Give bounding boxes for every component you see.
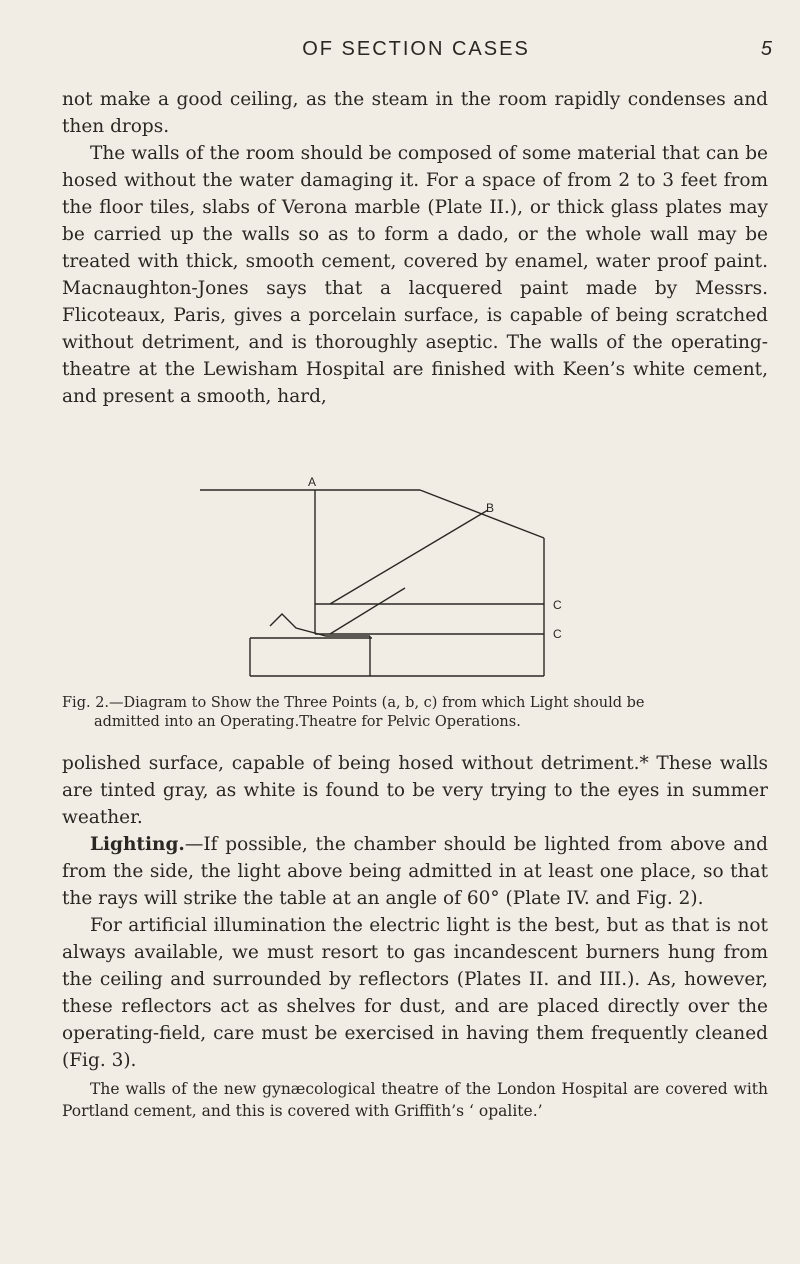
paragraph-artificial: For artificial illumination the electric light is the best, but as that is not always available, we must resort to gas incandescent burners hung from the ceiling and surrounded by reflectors (Plates II. and III.). As, however, these reflectors act as shelves for dust, and are placed directly over the operating-field, care must be exercised in having them frequently cleaned (Fig. 3). — [62, 915, 768, 1071]
body-text-bottom — [62, 750, 768, 1122]
footnote: The walls of the new gynæcological theatre of the London Hospital are covered with Portland cement, and this is covered with Griffith’s ‘ opalite.’ — [62, 1080, 768, 1120]
label-c-lower: C — [553, 627, 562, 641]
figure-caption — [62, 694, 768, 732]
light-ray-c — [330, 588, 405, 634]
light-points-diagram — [150, 475, 650, 686]
running-head: OF SECTION CASES — [302, 38, 530, 60]
page-number: 5 — [760, 38, 772, 60]
page-header — [60, 38, 772, 68]
paragraph-polished: polished surface, capable of being hosed without detriment.* These walls are tinted gray, as white is found to be very trying to the eyes in summer weather. — [62, 753, 768, 828]
light-ray-b — [330, 510, 488, 604]
paragraph-continued: not make a good ceiling, as the steam in the room rapidly condenses and then drops. — [62, 89, 768, 137]
lighting-text: —If possible, the chamber should be lighted from above and from the side, the light above being admitted in at least one place, so that the rays will strike the table at an angle of 60° (Plate IV. and Fig. 2). — [62, 834, 768, 909]
body-text-top — [62, 86, 768, 410]
label-a: A — [308, 475, 317, 489]
caption-line-1: Fig. 2.—Diagram to Show the Three Points (a, b, c) from which Light should be — [62, 695, 645, 711]
label-b: B — [486, 501, 495, 515]
paragraph-lighting — [62, 831, 768, 912]
lighting-heading: Lighting. — [90, 834, 185, 855]
label-c-upper: C — [553, 598, 562, 612]
figure-diagram — [150, 475, 650, 686]
paragraph-walls: The walls of the room should be composed of some material that can be hosed without the water damaging it. For a space of from 2 to 3 feet from the floor tiles, slabs of Verona marble (Plate II.), or thick glass plates may be carried up the walls so as to form a dado, or the whole wall may be treated with thick, smooth cement, covered by enamel, water proof paint. Macnaughton-Jones says that a lacquered paint made by Messrs. Flicoteaux, Paris, gives a porcelain surface, is capable of being scratched without detriment, and is thoroughly aseptic. The walls of the operating-theatre at the Lewisham Hospital are finished with Keen’s white cement, and present a smooth, hard, — [62, 143, 768, 407]
caption-line-2: admitted into an Operating.Theatre for Pelvic Operations. — [94, 714, 521, 730]
table-top — [270, 614, 370, 636]
